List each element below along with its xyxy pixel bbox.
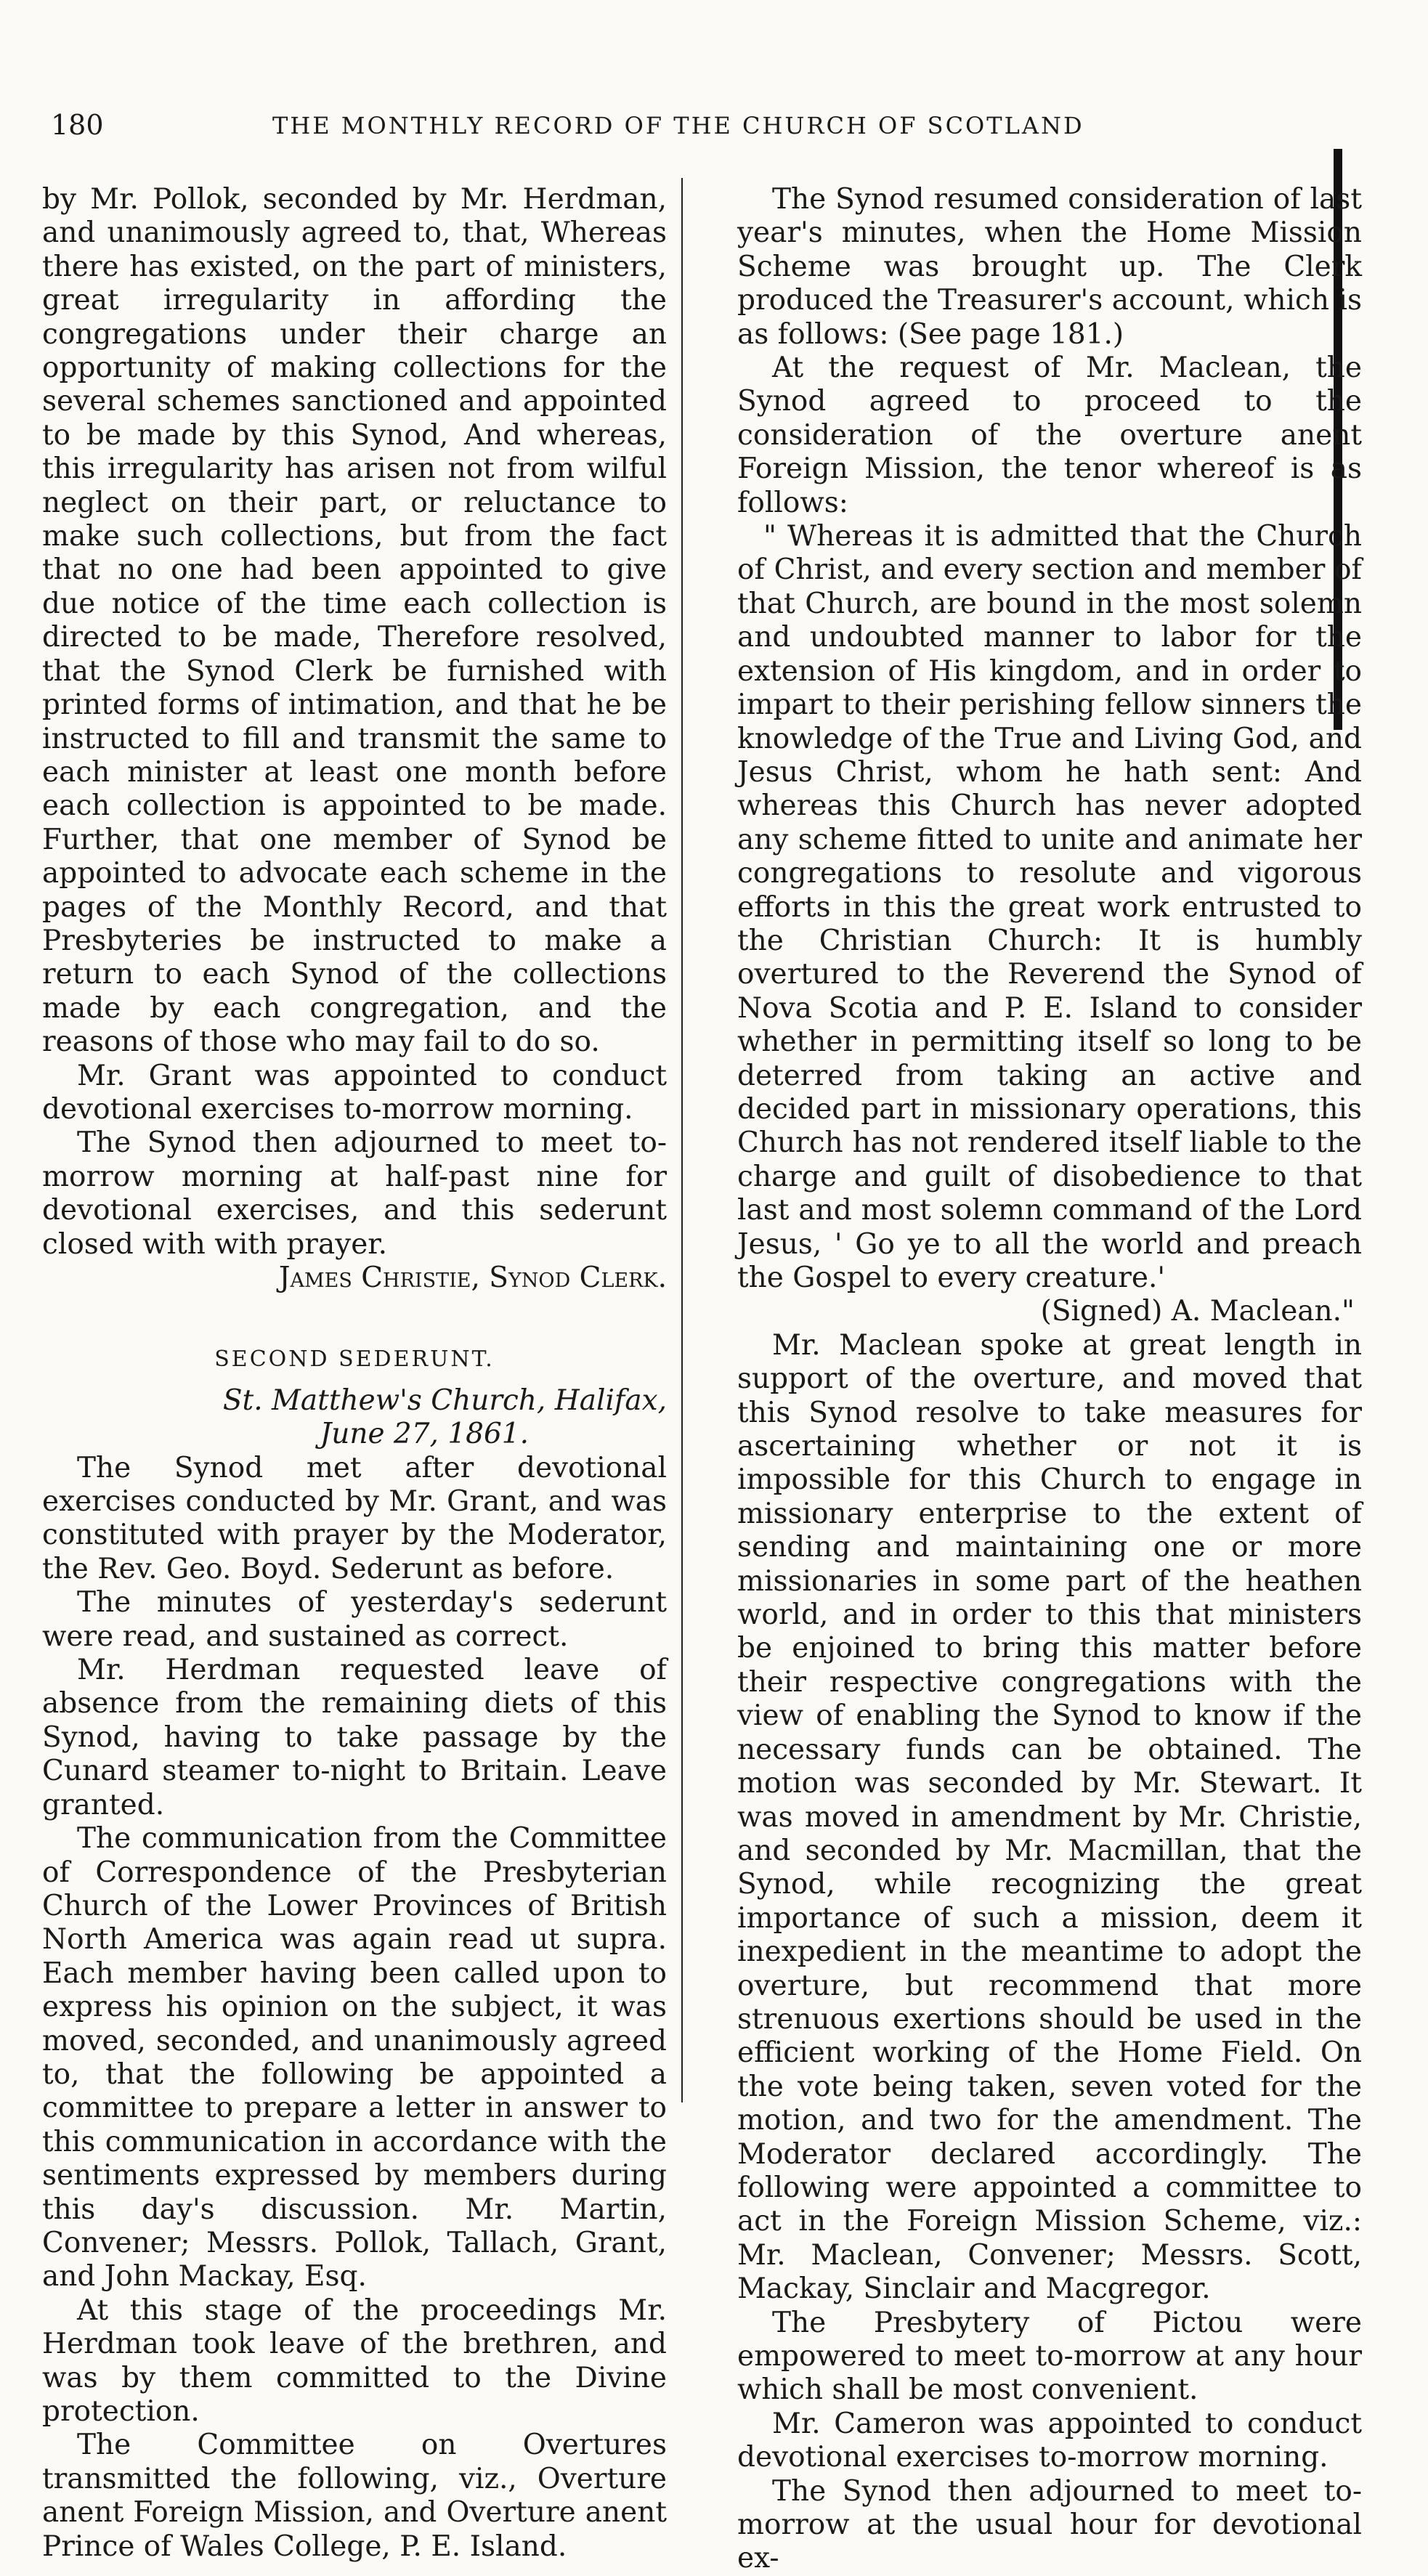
page-number: 180	[51, 109, 104, 141]
sederunt-date: June 27, 1861.	[320, 1418, 529, 1451]
paragraph: At this stage of the proceedings Mr. Herdman took leave of the brethren, and was by them committed to the Divine protection.	[42, 2293, 667, 2428]
left-column	[42, 183, 667, 2564]
paragraph: The Committee on Overtures transmitted the following, viz., Overture anent Foreign Mission, and Overture anent Prince of Wales College, P. E. Island.	[42, 2429, 667, 2563]
paragraph: The Synod resumed consideration of last year's minutes, when the Home Mission Scheme was brought up. The Clerk produced the Treasurer's account, which is as follows: (See page 181.)	[737, 183, 1362, 351]
paragraph: The communication from the Committee of Correspondence of the Presbyterian Church of the Lower Provinces of British North America was again read ut supra. Each member having been called upon to express his opinion on the subject, it was moved, seconded, and unanimously agreed to, that the following be appointed a committee to prepare a letter in answer to this communication in accordance with the sentiments expressed by members during this day's discussion. Mr. Martin, Convener; Messrs. Pollok, Tallach, Grant, and John Mackay, Esq.	[42, 1822, 667, 2293]
overture-text: " Whereas it is admitted that the Church of Christ, and every section and member of that Church, are bound in the most solemn and undoubted manner to labor for the extension of His kingdom, and in order to impart to their perishing fellow sinners the knowledge of the True and Living God, and Jesus Christ, whom he hath sent: And whereas this Church has never adopted any scheme fitted to unite and animate her congregations to resolute and vigorous efforts in this the great work entrusted to the Christian Church: It is humbly overtured to the Reverend the Synod of Nova Scotia and P. E. Island to consider whether in permitting itself so long to be deterred from taking an active and decided part in missionary operations, this Church has not rendered itself liable to the charge and guilt of disobedience to that last and most solemn command of the Lord Jesus, ' Go ye to all the world and preach the Gospel to every creature.'	[737, 520, 1362, 1294]
section-heading: SECOND SEDERUNT.	[214, 1346, 495, 1373]
sederunt-place: St. Matthew's Church, Halifax,	[222, 1384, 667, 1417]
paragraph: The Synod then adjourned to meet to-morrow morning at half-past nine for devotional exercises, and this sederunt closed with with prayer.	[42, 1126, 667, 1261]
running-title: THE MONTHLY RECORD OF THE CHURCH OF SCOTLAND	[272, 112, 1084, 139]
paragraph: Mr. Maclean spoke at great length in support of the overture, and moved that this Synod resolve to take measures for ascertaining whether or not it is impossible for this Church to engage in missionary enterprise to the extent of sending and maintaining one or more missionaries in some part of the heathen world, and in order to this that ministers be enjoined to bring this matter before their respective congregations with the view of enabling the Synod to know if the necessary funds can be obtained. The motion was seconded by Mr. Stewart. It was moved in amendment by Mr. Christie, and seconded by Mr. Macmillan, that the Synod, while recognizing the great importance of such a mission, deem it inexpedient in the meantime to adopt the overture, but recommend that more strenuous exertions should be used in the efficient working of the Home Field. On the vote being taken, seven voted for the motion, and two for the amendment. The Moderator declared accordingly. The following were appointed a committee to act in the Foreign Mission Scheme, viz.: Mr. Maclean, Convener; Messrs. Scott, Mackay, Sinclair and Macgregor.	[737, 1328, 1362, 2306]
right-column	[737, 183, 1362, 2576]
paragraph: The minutes of yesterday's sederunt were read, and sustained as correct.	[42, 1586, 667, 1653]
column-divider	[681, 178, 683, 2102]
paragraph: The Synod then adjourned to meet to-morrow at the usual hour for devotional ex-	[737, 2474, 1362, 2575]
paragraph: by Mr. Pollok, seconded by Mr. Herdman, and unanimously agreed to, that, Whereas there has existed, on the part of ministers, great irregularity in affording the congregations under their charge an opportunity of making collections for the several schemes sanctioned and appointed to be made by this Synod, And whereas, this irregularity has arisen not from wilful neglect on their part, or reluctance to make such collections, but from the fact that no one had been appointed to give due notice of the time each collection is directed to be made, Therefore resolved, that the Synod Clerk be furnished with printed forms of intimation, and that he be instructed to fill and transmit the same to each minister at least one month before each collection is appointed to be made. Further, that one member of Synod be appointed to advocate each scheme in the pages of the Monthly Record, and that Presbyteries be instructed to make a return to each Synod of the collections made by each congregation, and the reasons of those who may fail to do so.	[42, 183, 667, 1059]
clerk-signature: James Christie, Synod Clerk.	[278, 1261, 667, 1294]
overture-signature: (Signed) A. Maclean."	[1040, 1295, 1355, 1328]
spacer	[42, 1295, 667, 1321]
page-header	[51, 109, 1329, 153]
paragraph: Mr. Herdman requested leave of absence from the remaining diets of this Synod, having to take passage by the Cunard steamer to-night to Britain. Leave granted.	[42, 1654, 667, 1821]
paragraph: Mr. Cameron was appointed to conduct devotional exercises to-morrow morning.	[737, 2407, 1362, 2474]
paragraph: Mr. Grant was appointed to conduct devotional exercises to-morrow morning.	[42, 1059, 667, 1126]
paragraph: At the request of Mr. Maclean, the Synod agreed to proceed to the consideration of the overture anent Foreign Mission, the tenor whereof is as follows:	[737, 352, 1362, 519]
paragraph: The Presbytery of Pictou were empowered to meet to-morrow at any hour which shall be most convenient.	[737, 2306, 1362, 2407]
paragraph: The Synod met after devotional exercises conducted by Mr. Grant, and was constituted with prayer by the Moderator, the Rev. Geo. Boyd. Sederunt as before.	[42, 1451, 667, 1585]
